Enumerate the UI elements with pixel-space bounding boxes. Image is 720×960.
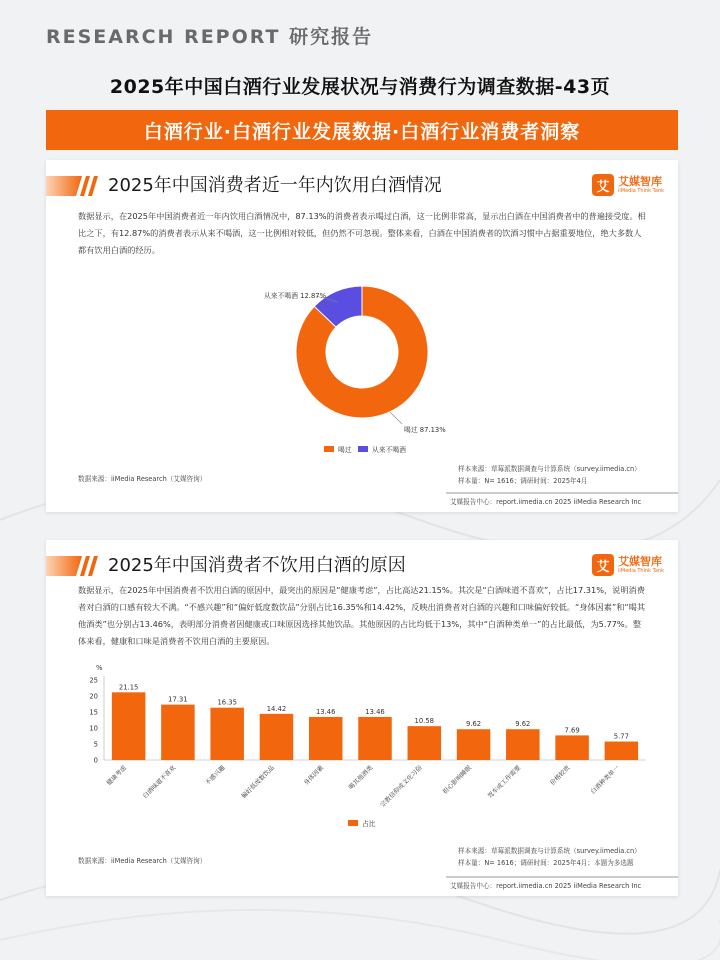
card-header (46, 172, 678, 200)
report-url: 艾媒报告中心：report.iimedia.cn 2025 iiMedia Research Inc (450, 882, 642, 890)
x-tick-label: 宗教信仰或文化习俗 (379, 764, 424, 809)
legend-label: 喝过 (338, 446, 352, 454)
data-source: 数据来源：iiMedia Research（艾媒咨询） (78, 475, 207, 483)
card-title: 2025年中国消费者近一年内饮用白酒情况 (108, 175, 442, 196)
bar (161, 705, 195, 760)
card-description: 数据显示，在2025年中国消费者不饮用白酒的原因中，最突出的原因是“健康考虑”，占比高达21.15%。其次是“白酒味道不喜欢”，占比17.31%，说明消费者对白酒的口感有较大不满。“不感兴趣”和“偏好低度数饮品”分别占比16.35%和14.42%，反映出消费者对白酒的兴趣和口味偏好较低。“身体因素”和“喝其他酒类”也分别占13.46%，表明部分消费者因健康或口味原因选择其他饮品。其他原因的占比均低于13%，其中“白酒种类单一”的占比最低，为5.77%。整体来看，健康和口味是消费者不饮用白酒的主要原因。 (78, 585, 646, 646)
title-stripe-decoration (46, 552, 106, 580)
slice-label: 喝过 87.13% (404, 426, 446, 434)
brand-name: 艾媒智库 (617, 174, 662, 188)
title-stripe-decoration (46, 172, 106, 200)
card-header (46, 552, 678, 580)
brand-subtitle: iiMedia Think Tank (617, 567, 664, 574)
brand-name: 艾媒智库 (617, 554, 662, 568)
x-tick-label: 不感兴趣 (204, 764, 227, 787)
x-tick-label: 偏好低度数饮品 (240, 764, 276, 801)
bar (358, 717, 392, 760)
bar (457, 729, 491, 760)
donut-chart-card (46, 160, 678, 512)
research-report-label: RESEARCH REPORT 研究报告 (46, 26, 374, 48)
bar-value-label: 14.42 (266, 704, 287, 713)
bar (260, 714, 294, 760)
bar (210, 708, 244, 760)
page-title: 2025年中国白酒行业发展状况与消费行为调查数据-43页 (109, 76, 611, 98)
y-tick-label: 25 (89, 676, 98, 685)
x-tick-label: 健康考虑 (105, 764, 129, 787)
x-tick-label: 身体因素 (302, 764, 326, 787)
sample-source: 样本来源：草莓派数据调查与计算系统（survey.iimedia.cn） (458, 465, 641, 473)
bar (112, 692, 146, 760)
topic-banner: 白酒行业·白酒行业发展数据·白酒行业消费者洞察 (46, 110, 678, 150)
brand-logo (592, 554, 664, 576)
y-tick-label: 20 (89, 692, 98, 701)
x-tick-label: 价格较贵 (549, 764, 572, 787)
bar (605, 742, 639, 760)
bar-value-label: 21.15 (118, 683, 139, 692)
y-tick-label: 0 (93, 756, 98, 765)
bar (506, 729, 540, 760)
sample-size: 样本量：N= 1616；调研时间：2025年4月 (458, 477, 588, 485)
bar-value-label: 16.35 (217, 698, 237, 707)
bar-value-label: 13.46 (315, 707, 336, 716)
y-tick-label: 10 (89, 724, 98, 733)
legend-label: 从来不喝酒 (372, 446, 406, 454)
bar-chart (46, 662, 678, 842)
donut-chart (46, 278, 678, 478)
divider (46, 876, 678, 878)
label-leader-line (390, 412, 402, 424)
brand-logo (592, 174, 664, 196)
bar-value-label: 10.58 (414, 717, 435, 726)
x-tick-label: 驾车或工作需要 (486, 764, 523, 801)
divider (46, 492, 678, 494)
legend-swatch (348, 820, 358, 826)
y-tick-label: 15 (89, 708, 98, 717)
slice-label: 从来不喝酒 12.87% (264, 292, 327, 300)
x-tick-label: 担心影响睡眠 (441, 764, 473, 796)
bar-value-label: 9.62 (515, 720, 531, 729)
x-tick-label: 白酒种类单一 (589, 764, 621, 796)
bar (555, 735, 589, 760)
bar-value-label: 13.46 (365, 707, 385, 716)
bar-value-label: 9.62 (465, 720, 482, 729)
legend-swatch (324, 446, 334, 452)
bar (408, 726, 442, 760)
card-description: 数据显示，在2025年中国消费者近一年内饮用白酒情况中，87.13%的消费者表示喝过白酒，这一比例非常高，显示出白酒在中国消费者中的普遍接受度。相比之下，有12.87%的消费者表示从来不喝酒，这一比例相对较低，但仍然不可忽视。整体来看，白酒在中国消费者的饮酒习惯中占据重要地位，绝大多数人都有饮用白酒的经历。 (78, 211, 646, 255)
x-tick-label: 白酒味道不喜欢 (141, 764, 178, 801)
data-source: 数据来源：iiMedia Research（艾媒咨询） (78, 857, 207, 865)
card-title: 2025年中国消费者不饮用白酒的原因 (108, 555, 406, 576)
bar-value-label: 7.69 (564, 726, 580, 735)
y-axis-unit: % (96, 664, 103, 672)
bar-value-label: 17.31 (168, 695, 188, 704)
bar-value-label: 5.77 (613, 732, 629, 741)
brand-subtitle: iiMedia Think Tank (617, 187, 664, 194)
brand-icon: 艾 (592, 554, 614, 576)
brand-icon: 艾 (592, 174, 614, 196)
y-tick-label: 5 (93, 740, 98, 749)
bar (309, 717, 343, 760)
legend-swatch (358, 446, 368, 452)
report-url: 艾媒报告中心：report.iimedia.cn 2025 iiMedia Research Inc (450, 498, 642, 506)
sample-source: 样本来源：草莓派数据调查与计算系统（survey.iimedia.cn） (458, 847, 641, 855)
legend-label: 占比 (362, 820, 376, 828)
bar-chart-card (46, 540, 678, 896)
x-tick-label: 喝其他酒类 (347, 764, 375, 792)
sample-size: 样本量：N= 1616；调研时间：2025年4月；本题为多选题 (458, 859, 634, 867)
